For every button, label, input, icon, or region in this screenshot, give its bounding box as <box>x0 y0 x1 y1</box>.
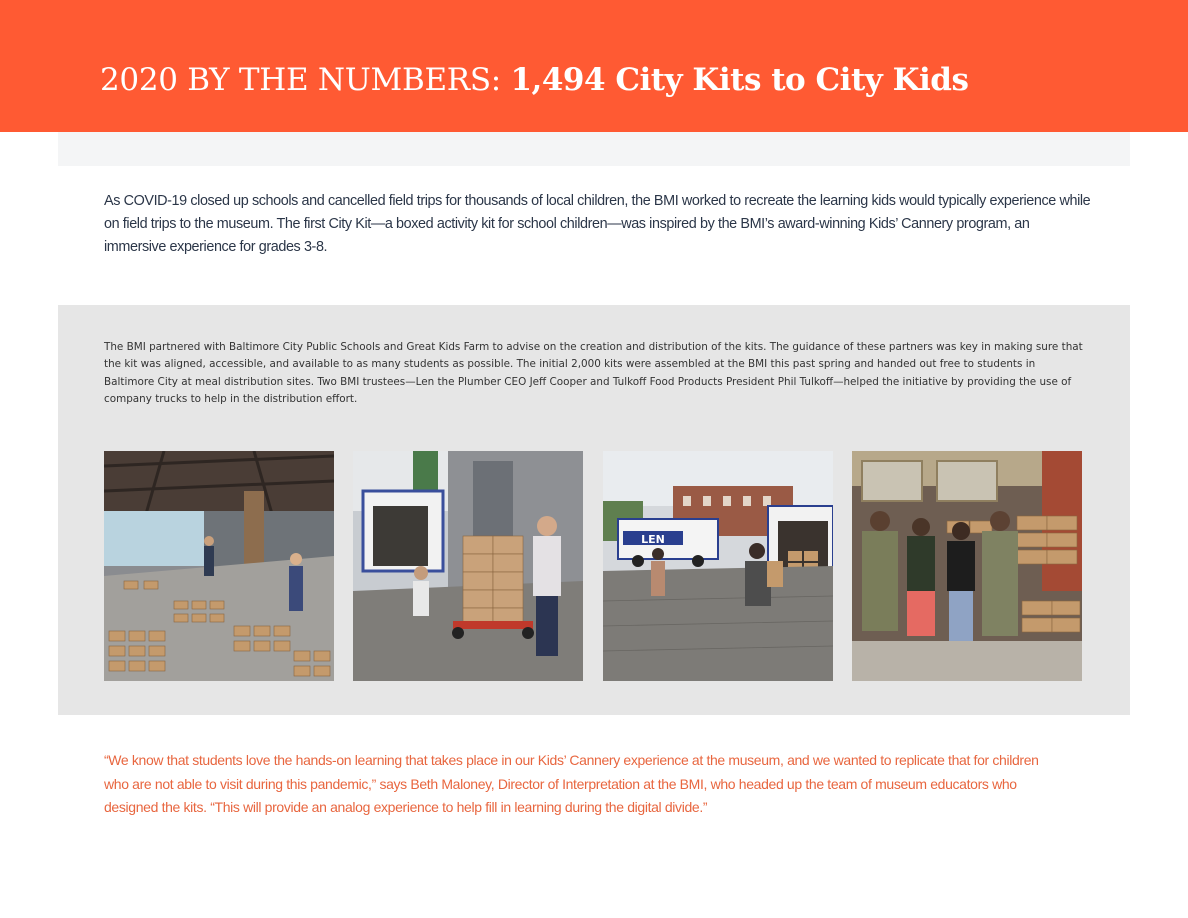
intro-paragraph: As COVID-19 closed up schools and cancelled field trips for thousands of local children, the BMI worked to recreate the learning kids would typically experience while on field trips to the museum. The first City Kit—a boxed activity kit for school children—was inspired by the BMI’s award-winning Kids’ Cannery program, an immersive experience for grades 3-8. <box>104 193 1091 255</box>
photo-loading-truck <box>353 451 583 681</box>
photo-volunteers <box>852 451 1082 681</box>
street-photo-art <box>603 451 833 681</box>
quote-paragraph: “We know that students love the hands-on learning that takes place in our Kids’ Cannery experience at the museum, and we wanted to replicate that for children who are not able to visit during this pandemic,” says Beth Maloney, Director of Interpretation at the BMI, who headed up the team of museum educators who designed the kits. “This will provide an analog experience to help fill in learning during the digital divide.” <box>104 752 1039 815</box>
truck-logo-text: LEN <box>641 533 665 546</box>
volunteers-photo-art <box>852 451 1082 681</box>
photo-street-truck <box>603 451 833 681</box>
page-title <box>100 62 968 98</box>
gray-content-panel <box>58 305 1130 715</box>
partners-paragraph: The BMI partnered with Baltimore City Public Schools and Great Kids Farm to advise on the creation and distribution of the kits. The guidance of these partners was key in making sure that the kit was aligned, accessible, and available to as many students as possible. The initial 2,000 kits were assembled at the BMI this past spring and handed out free to students in Baltimore City at meal distribution sites. Two BMI trustees—Len the Plumber CEO Jeff Cooper and Tulkoff Food Products President Phil Tulkoff—helped the initiative by providing the use of company trucks to help in the distribution effort. <box>104 341 1083 405</box>
title-bold: 1,494 City Kits to City Kids <box>510 62 969 98</box>
photo-warehouse-boxes <box>104 451 334 681</box>
loading-photo-art <box>353 451 583 681</box>
header-banner <box>0 0 1188 132</box>
title-light: 2020 BY THE NUMBERS: <box>100 62 501 98</box>
header-shadow-strip <box>58 132 1130 166</box>
warehouse-photo-art <box>104 451 334 681</box>
